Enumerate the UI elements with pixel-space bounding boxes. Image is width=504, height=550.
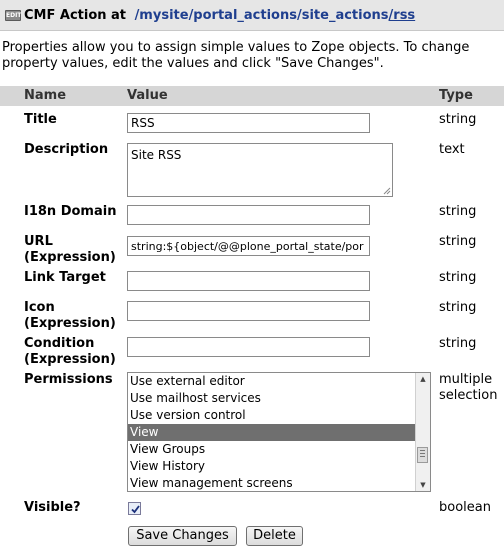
delete-button[interactable]: Delete bbox=[246, 526, 303, 546]
breadcrumb-portal-actions[interactable]: /portal_actions bbox=[188, 8, 297, 23]
visible-label: Visible? bbox=[24, 500, 81, 515]
link-target-input[interactable] bbox=[127, 271, 370, 291]
permission-option[interactable]: View management screens bbox=[130, 476, 293, 490]
scroll-down-icon[interactable]: ▼ bbox=[420, 481, 426, 489]
resize-grip-icon[interactable] bbox=[383, 187, 391, 195]
condition-expression-type: string bbox=[439, 336, 477, 351]
visible-type: boolean bbox=[439, 500, 491, 515]
title-label: Title bbox=[24, 112, 57, 127]
breadcrumb-mysite[interactable]: /mysite bbox=[134, 8, 189, 23]
column-header-bar bbox=[0, 86, 504, 106]
description-value: Site RSS bbox=[131, 148, 182, 162]
description-label: Description bbox=[24, 142, 109, 157]
permission-option[interactable]: Use external editor bbox=[130, 374, 245, 388]
permissions-listbox[interactable] bbox=[127, 372, 431, 492]
url-label: URL (Expression) bbox=[24, 234, 116, 265]
column-name: Name bbox=[24, 88, 67, 103]
link-target-label: Link Target bbox=[24, 270, 106, 285]
description-textarea[interactable] bbox=[127, 143, 393, 197]
icon-expression-label: Icon (Expression) bbox=[24, 300, 116, 331]
permissions-label: Permissions bbox=[24, 372, 113, 387]
title-type: string bbox=[439, 112, 477, 127]
link-target-type: string bbox=[439, 270, 477, 285]
header-bar bbox=[0, 0, 504, 31]
condition-expression-input[interactable] bbox=[127, 337, 370, 357]
i18n-domain-type: string bbox=[439, 204, 477, 219]
permission-option[interactable]: View History bbox=[130, 459, 205, 473]
scroll-thumb[interactable] bbox=[417, 447, 428, 463]
page-title bbox=[24, 8, 415, 23]
url-input[interactable]: string:${object/@@plone_portal_state/por bbox=[127, 236, 370, 256]
icon-expression-type: string bbox=[439, 300, 477, 315]
visible-checkbox[interactable] bbox=[128, 502, 141, 515]
checkmark-icon bbox=[130, 504, 141, 515]
edit-icon: EDIT bbox=[6, 12, 22, 19]
url-type: string bbox=[439, 234, 477, 249]
icon-expression-input[interactable] bbox=[127, 301, 370, 321]
page-title-label: CMF Action at bbox=[24, 8, 127, 23]
breadcrumb-rss[interactable]: /rss bbox=[388, 8, 416, 23]
title-input[interactable]: RSS bbox=[127, 113, 370, 133]
permission-option[interactable]: Use mailhost services bbox=[130, 391, 261, 405]
condition-expression-label: Condition (Expression) bbox=[24, 336, 116, 367]
permission-option[interactable]: View Groups bbox=[130, 442, 206, 456]
save-changes-button[interactable]: Save Changes bbox=[128, 526, 237, 546]
i18n-domain-input[interactable] bbox=[127, 205, 370, 225]
intro-text: Properties allow you to assign simple values to Zope objects. To change property values, edit the values and click "Save Changes". bbox=[2, 40, 470, 71]
column-type: Type bbox=[439, 88, 473, 103]
scroll-up-icon[interactable]: ▲ bbox=[420, 375, 426, 383]
description-type: text bbox=[439, 142, 465, 157]
permissions-scrollbar[interactable] bbox=[415, 373, 430, 491]
breadcrumb-site-actions[interactable]: /site_actions bbox=[296, 8, 389, 23]
column-value: Value bbox=[127, 88, 168, 103]
permissions-type: multiple selection bbox=[439, 372, 498, 403]
permission-option-selected[interactable]: View bbox=[128, 424, 415, 441]
permission-option[interactable]: Use version control bbox=[130, 408, 246, 422]
i18n-domain-label: I18n Domain bbox=[24, 204, 117, 219]
